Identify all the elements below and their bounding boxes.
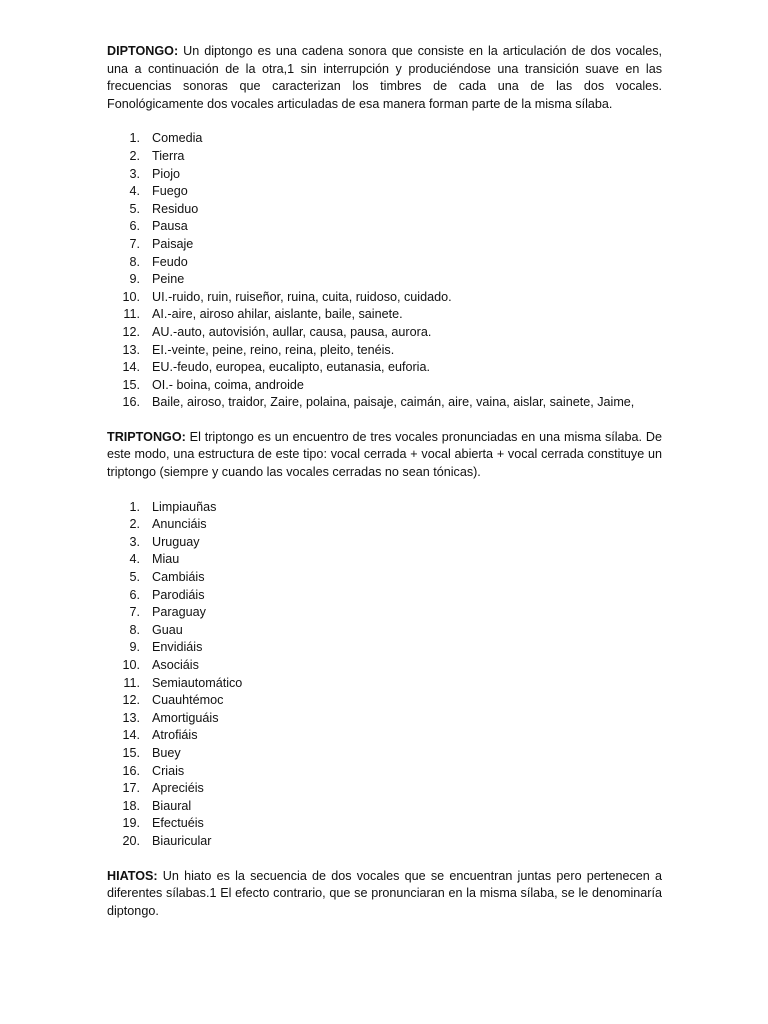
list-item-number: 5. bbox=[129, 201, 140, 216]
list-item-text: Piojo bbox=[152, 166, 181, 181]
diptongo-text: Un diptongo es una cadena sonora que consiste en la articulación de dos vocales, una a continuación de la otra,1 sin interrupción y produciéndose una transición suave en las frecuencias sonoras que caracterizan los timbres de cada una de las dos vocales. Fonológicamente dos vocales articuladas de esa manera forman parte de la misma sílaba. bbox=[107, 44, 662, 111]
hiatos-paragraph bbox=[107, 868, 662, 921]
list-item-text: Baile, airoso, traidor, Zaire, polaina, paisaje, caimán, aire, vaina, aislar, sainete, Jaime, bbox=[152, 395, 635, 410]
list-item-text: Paisaje bbox=[152, 236, 194, 251]
list-item-number: 1. bbox=[129, 131, 140, 146]
list-item-text: Buey bbox=[152, 745, 181, 760]
list-item-number: 7. bbox=[129, 605, 140, 620]
list-item-number: 19. bbox=[122, 816, 140, 831]
spacer bbox=[107, 412, 662, 429]
list-item-number: 11. bbox=[123, 307, 140, 322]
triptongo-list-item bbox=[107, 534, 662, 552]
diptongo-list-item bbox=[107, 254, 662, 272]
list-item-text: Biauricular bbox=[152, 833, 212, 848]
diptongo-list-item bbox=[107, 183, 662, 201]
triptongo-list-item bbox=[107, 745, 662, 763]
triptongo-list-item bbox=[107, 639, 662, 657]
triptongo-list-item bbox=[107, 569, 662, 587]
diptongo-list-item bbox=[107, 377, 662, 395]
diptongo-list-item bbox=[107, 324, 662, 342]
triptongo-text: El triptongo es un encuentro de tres vocales pronunciadas en una misma sílaba. De este modo, una estructura de este tipo: vocal cerrada + vocal abierta + vocal cerrada constituye un triptongo (siempre y cuando las vocales cerradas no sean tónicas). bbox=[107, 429, 662, 480]
diptongo-paragraph bbox=[107, 43, 662, 113]
list-item-text: Comedia bbox=[152, 131, 203, 146]
list-item-number: 15. bbox=[122, 377, 140, 392]
list-item-text: Parodiáis bbox=[152, 587, 205, 602]
list-item-number: 16. bbox=[122, 763, 140, 778]
triptongo-list-item bbox=[107, 833, 662, 851]
list-item-text: Asociáis bbox=[152, 658, 199, 672]
list-item-number: 2. bbox=[129, 517, 140, 532]
list-item-number: 8. bbox=[129, 622, 140, 637]
hiatos-text: Un hiato es la secuencia de dos vocales que se encuentran juntas pero pertenecen a diferentes sílabas.1 El efecto contrario, que se pronunciaran en la misma sílaba, se le denominaría diptongo. bbox=[107, 868, 662, 918]
list-item-number: 15. bbox=[122, 745, 140, 760]
list-item-number: 11. bbox=[123, 675, 140, 690]
list-item-text: OI.- boina, coima, androide bbox=[152, 377, 304, 392]
list-item-text: Cambiáis bbox=[152, 570, 205, 585]
list-item-text: Biaural bbox=[152, 798, 192, 813]
triptongo-list-item bbox=[107, 727, 662, 745]
list-item-number: 20. bbox=[122, 833, 140, 848]
triptongo-list-item bbox=[107, 622, 662, 640]
list-item-number: 5. bbox=[129, 570, 140, 585]
hiatos-heading: HIATOS: bbox=[107, 868, 158, 883]
triptongo-list-item bbox=[107, 516, 662, 534]
list-item-text: Miau bbox=[152, 552, 180, 567]
list-item-text: Amortiguáis bbox=[152, 710, 219, 725]
list-item-text: Semiautomático bbox=[152, 675, 243, 690]
list-item-number: 9. bbox=[129, 272, 140, 287]
list-item-number: 18. bbox=[122, 798, 140, 813]
triptongo-list-item bbox=[107, 657, 662, 675]
triptongo-list-item bbox=[107, 692, 662, 710]
triptongo-list-item bbox=[107, 780, 662, 798]
list-item-text: EI.-veinte, peine, reino, reina, pleito, tenéis. bbox=[152, 342, 395, 357]
list-item-text: UI.-ruido, ruin, ruiseñor, ruina, cuita, ruidoso, cuidado. bbox=[152, 289, 452, 304]
triptongo-list-item bbox=[107, 763, 662, 781]
list-item-text: Cuauhtémoc bbox=[152, 693, 224, 708]
triptongo-list-item bbox=[107, 604, 662, 622]
triptongo-list-item bbox=[107, 587, 662, 605]
diptongo-list-item bbox=[107, 289, 662, 307]
list-item-text: Paraguay bbox=[152, 605, 206, 620]
list-item-text: Tierra bbox=[152, 148, 185, 163]
list-item-text: Uruguay bbox=[152, 534, 200, 549]
list-item-text: Limpiauñas bbox=[152, 499, 217, 514]
list-item-number: 9. bbox=[129, 640, 140, 655]
list-item-number: 2. bbox=[129, 148, 140, 163]
triptongo-list-item bbox=[107, 675, 662, 693]
list-item-number: 10. bbox=[122, 289, 140, 304]
list-item-number: 7. bbox=[129, 236, 140, 251]
list-item-number: 4. bbox=[129, 552, 140, 567]
list-item-number: 12. bbox=[122, 324, 140, 339]
list-item-number: 14. bbox=[122, 360, 140, 375]
list-item-number: 6. bbox=[129, 219, 140, 234]
list-item-number: 4. bbox=[129, 184, 140, 199]
list-item-number: 12. bbox=[122, 693, 140, 708]
diptongo-list-item bbox=[107, 394, 662, 412]
triptongo-list-item bbox=[107, 499, 662, 517]
list-item-number: 16. bbox=[122, 395, 140, 410]
list-item-text: Anunciáis bbox=[152, 517, 207, 532]
list-item-text: Fuego bbox=[152, 184, 188, 199]
diptongo-list-item bbox=[107, 236, 662, 254]
triptongo-list-item bbox=[107, 798, 662, 816]
triptongo-list-item bbox=[107, 710, 662, 728]
list-item-text: AU.-auto, autovisión, aullar, causa, pausa, aurora. bbox=[152, 324, 432, 339]
triptongo-list-item bbox=[107, 815, 662, 833]
document-page bbox=[107, 43, 662, 920]
list-item-number: 17. bbox=[122, 781, 140, 796]
list-item-text: Residuo bbox=[152, 201, 199, 216]
diptongo-list bbox=[107, 130, 662, 412]
list-item-text: Atrofiáis bbox=[152, 728, 198, 743]
diptongo-list-item bbox=[107, 271, 662, 289]
list-item-text: Criais bbox=[152, 763, 185, 778]
list-item-number: 13. bbox=[122, 342, 140, 357]
diptongo-list-item bbox=[107, 306, 662, 324]
list-item-text: Efectuéis bbox=[152, 816, 204, 831]
spacer bbox=[107, 482, 662, 499]
list-item-number: 13. bbox=[122, 710, 140, 725]
triptongo-list-item bbox=[107, 551, 662, 569]
triptongo-list bbox=[107, 499, 662, 851]
list-item-number: 14. bbox=[122, 728, 140, 743]
diptongo-heading: DIPTONGO: bbox=[107, 44, 179, 58]
list-item-text: Guau bbox=[152, 622, 183, 637]
list-item-text: EU.-feudo, europea, eucalipto, eutanasia, euforia. bbox=[152, 360, 430, 375]
diptongo-list-item bbox=[107, 148, 662, 166]
list-item-text: Pausa bbox=[152, 219, 188, 234]
list-item-number: 3. bbox=[129, 534, 140, 549]
diptongo-list-item bbox=[107, 201, 662, 219]
diptongo-list-item bbox=[107, 218, 662, 236]
triptongo-heading: TRIPTONGO: bbox=[107, 429, 186, 444]
list-item-text: Apreciéis bbox=[152, 781, 204, 796]
triptongo-paragraph bbox=[107, 429, 662, 482]
list-item-number: 1. bbox=[129, 499, 140, 514]
spacer bbox=[107, 113, 662, 130]
list-item-text: Peine bbox=[152, 272, 185, 287]
spacer bbox=[107, 851, 662, 868]
diptongo-list-item bbox=[107, 130, 662, 148]
diptongo-list-item bbox=[107, 166, 662, 184]
diptongo-list-item bbox=[107, 342, 662, 360]
list-item-text: AI.-aire, airoso ahilar, aislante, baile, sainete. bbox=[152, 307, 403, 322]
list-item-text: Feudo bbox=[152, 254, 188, 269]
list-item-number: 8. bbox=[129, 254, 140, 269]
list-item-number: 3. bbox=[129, 166, 140, 181]
list-item-number: 6. bbox=[129, 587, 140, 602]
diptongo-list-item bbox=[107, 359, 662, 377]
list-item-text: Envidiáis bbox=[152, 640, 203, 655]
list-item-number: 10. bbox=[122, 658, 140, 672]
